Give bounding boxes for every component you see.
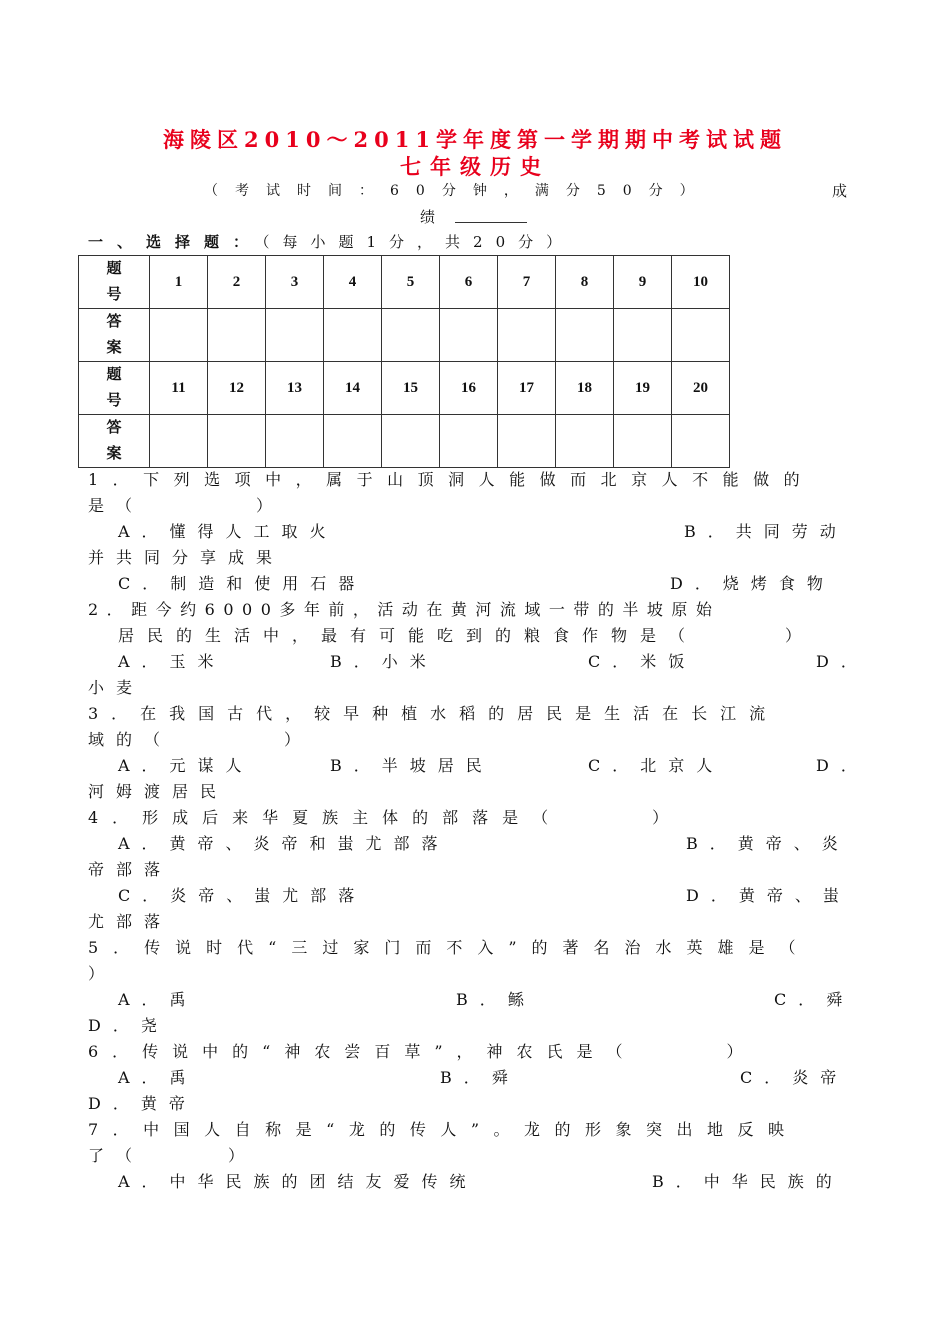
option-d[interactable]: D．黄帝 (88, 1094, 197, 1113)
answer-cell[interactable] (440, 309, 498, 362)
question-number-cell: 11 (150, 362, 208, 415)
question-number-cell: 6 (440, 256, 498, 309)
answer-cell[interactable] (614, 415, 672, 468)
option-d[interactable]: D． (816, 756, 869, 775)
question-7-stem-cont: 了（ ） (88, 1146, 257, 1165)
answer-cell[interactable] (266, 309, 324, 362)
option-c[interactable]: C．制造和使用石器 (118, 574, 367, 593)
section-title: 一、选择题： (88, 233, 263, 251)
question-number-row (79, 256, 730, 309)
question-number-cell: 13 (266, 362, 324, 415)
question-4-options-row2 (88, 883, 850, 909)
question-5-options (88, 987, 855, 1013)
answer-row (79, 415, 730, 468)
option-d[interactable]: D． (816, 652, 869, 671)
question-5-stem: 5．传说时代“三过家门而不入”的著名治水英雄是（ (88, 938, 811, 957)
answer-cell[interactable] (614, 309, 672, 362)
option-b[interactable]: B．共同劳动 (684, 522, 848, 541)
answer-cell[interactable] (556, 309, 614, 362)
option-d-cont: 河姆渡居民 (88, 782, 229, 801)
option-a[interactable]: A．懂得人工取火 (118, 522, 338, 541)
answer-cell[interactable] (266, 415, 324, 468)
question-number-cell: 7 (498, 256, 556, 309)
question-number-cell: 12 (208, 362, 266, 415)
option-d-cont: 尤部落 (88, 912, 173, 931)
option-d[interactable]: D．烧烤食物 (670, 574, 835, 593)
answer-cell[interactable] (672, 415, 730, 468)
option-a[interactable]: A．禹 (118, 990, 198, 1009)
question-number-cell: 14 (324, 362, 382, 415)
question-number-cell: 8 (556, 256, 614, 309)
answer-header: 答 案 (79, 415, 150, 468)
option-d-cont: 小麦 (88, 678, 145, 697)
option-b[interactable]: B．黄帝、炎 (686, 834, 850, 853)
option-c[interactable]: C．米饭 (588, 652, 697, 671)
question-2-options (88, 649, 869, 675)
option-b[interactable]: B．鲧 (456, 990, 536, 1009)
question-number-header: 题 号 (79, 362, 150, 415)
option-c[interactable]: C．舜 (774, 990, 855, 1009)
question-4-options-row1 (88, 831, 850, 857)
question-number-cell: 15 (382, 362, 440, 415)
question-number-cell: 19 (614, 362, 672, 415)
question-3-stem-cont: 域的（ ） (88, 730, 313, 749)
answer-cell[interactable] (556, 415, 614, 468)
question-1-options-row2 (88, 571, 850, 597)
question-1-stem: 1．下列选项中，属于山顶洞人能做而北京人不能做的 (88, 470, 815, 489)
option-b[interactable]: B．半坡居民 (330, 756, 494, 775)
answer-table (78, 255, 730, 468)
answer-header: 答 案 (79, 309, 150, 362)
option-c[interactable]: C．北京人 (588, 756, 725, 775)
answer-cell[interactable] (672, 309, 730, 362)
option-b-cont: 并共同分享成果 (88, 548, 285, 567)
option-b-cont: 帝部落 (88, 860, 173, 879)
question-7-stem: 7．中国人自称是“龙的传人”。龙的形象突出地反映 (88, 1120, 799, 1139)
score-label-part1: 成 (832, 182, 848, 200)
section-heading (88, 231, 574, 252)
option-b[interactable]: B．舜 (440, 1068, 520, 1087)
question-5-stem-cont: ） (88, 964, 105, 983)
question-number-cell: 18 (556, 362, 614, 415)
question-number-cell: 3 (266, 256, 324, 309)
option-c[interactable]: C．炎帝 (740, 1068, 849, 1087)
question-number-row (79, 362, 730, 415)
answer-cell[interactable] (440, 415, 498, 468)
question-number-cell: 5 (382, 256, 440, 309)
question-3-options (88, 753, 869, 779)
score-blank[interactable] (455, 222, 527, 223)
question-4-stem: 4．形成后来华夏族主体的部落是（ ） (88, 808, 683, 827)
answer-cell[interactable] (382, 415, 440, 468)
question-number-cell: 2 (208, 256, 266, 309)
exam-info: （考试时间：60分钟，满分50分） (204, 183, 711, 199)
question-number-cell: 16 (440, 362, 498, 415)
answer-cell[interactable] (150, 415, 208, 468)
question-2-stem: 2．距今约6000多年前，活动在黄河流域一带的半坡原始 (88, 600, 721, 619)
option-a[interactable]: A．玉米 (118, 652, 226, 671)
question-6-options (88, 1065, 850, 1091)
question-3-stem: 3．在我国古代，较早种植水稻的居民是生活在长江流 (88, 704, 779, 723)
option-d[interactable]: D．尧 (88, 1016, 169, 1035)
question-2-stem-cont: 居民的生活中，最有可能吃到的粮食作物是（ ） (118, 626, 815, 645)
question-1-stem-cont: 是（ ） (88, 496, 285, 515)
answer-cell[interactable] (324, 309, 382, 362)
exam-title: 海陵区2010～2011学年度第一学期期中考试试题 (163, 127, 787, 152)
exam-subtitle: 七年级历史 (400, 154, 550, 179)
question-number-header: 题 号 (79, 256, 150, 309)
question-number-cell: 20 (672, 362, 730, 415)
section-note: （每小题1分，共20分） (262, 233, 575, 251)
answer-cell[interactable] (382, 309, 440, 362)
answer-row (79, 309, 730, 362)
question-7-options (88, 1169, 850, 1195)
question-1-options-row1 (88, 519, 850, 545)
option-a[interactable]: A．禹 (118, 1068, 198, 1087)
question-number-cell: 9 (614, 256, 672, 309)
option-a[interactable]: A．中华民族的团结友爱传统 (118, 1172, 478, 1191)
answer-cell[interactable] (498, 309, 556, 362)
answer-cell[interactable] (324, 415, 382, 468)
question-number-cell: 1 (150, 256, 208, 309)
question-number-cell: 17 (498, 362, 556, 415)
option-b[interactable]: B．小米 (330, 652, 438, 671)
option-d[interactable]: D．黄帝、蚩 (686, 886, 851, 905)
score-label-part2: 绩 (420, 208, 436, 226)
question-number-cell: 4 (324, 256, 382, 309)
option-c[interactable]: C．炎帝、蚩尤部落 (118, 886, 367, 905)
option-b[interactable]: B．中华民族的 (652, 1172, 844, 1191)
answer-cell[interactable] (208, 415, 266, 468)
question-6-stem: 6．传说中的“神农尝百草”，神农氏是（ ） (88, 1042, 757, 1061)
question-number-cell: 10 (672, 256, 730, 309)
option-a[interactable]: A．黄帝、炎帝和蚩尤部落 (118, 834, 450, 853)
answer-cell[interactable] (150, 309, 208, 362)
option-a[interactable]: A．元谋人 (118, 756, 254, 775)
answer-cell[interactable] (498, 415, 556, 468)
answer-cell[interactable] (208, 309, 266, 362)
